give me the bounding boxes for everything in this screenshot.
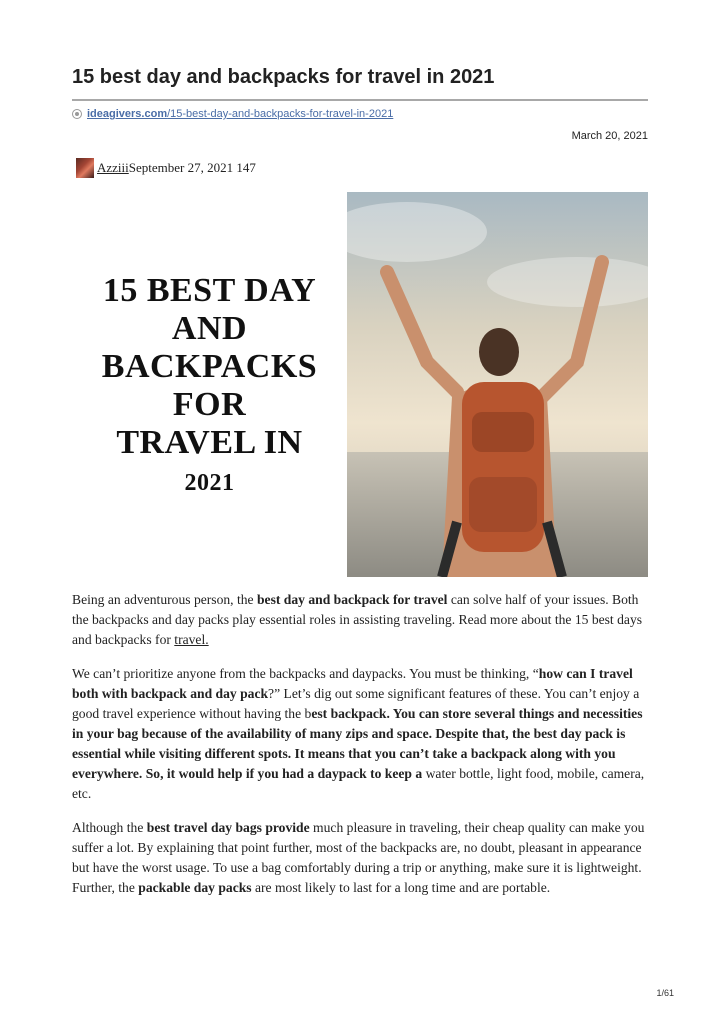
hero-line: 15 BEST DAY: [102, 272, 317, 309]
document-date: March 20, 2021: [571, 130, 648, 142]
hero-line: AND: [171, 310, 248, 347]
page-title: 15 best day and backpacks for travel in 2021: [72, 66, 495, 88]
travel-link[interactable]: travel.: [174, 632, 209, 647]
byline: [76, 158, 256, 178]
hero-line: FOR: [172, 386, 247, 423]
page-number: 1/61: [656, 988, 674, 998]
globe-icon: [72, 109, 82, 119]
hero-headline: [72, 272, 347, 502]
hero-line: TRAVEL IN: [116, 424, 303, 461]
hero-banner: [72, 192, 648, 577]
paragraph: Being an adventurous person, the best day and backpack for travel can solve half of your issues. Both the backpacks and day packs play essential roles in assisting traveling. Read more about the 15 best days and backpacks for travel.: [72, 592, 643, 647]
article-body: [72, 590, 652, 912]
source-url[interactable]: [72, 108, 393, 120]
source-link[interactable]: ideagivers.com/15-best-day-and-backpacks-for-travel-in-2021: [87, 108, 394, 120]
title-divider: [72, 99, 648, 101]
hero-photo: [347, 192, 648, 577]
paragraph: Although the best travel day bags provide much pleasure in traveling, their cheap quality can make you suffer a lot. By explaining that point further, most of the backpacks are, no doubt, pleasant in appearance but have the worst usage. To use a bag comfortably during a trip or anything, make sure it is lightweight. Further, the packable day packs are most likely to last for a long time and are portable.: [72, 820, 645, 895]
hero-line: BACKPACKS: [101, 348, 318, 385]
byline-meta: September 27, 2021 147: [128, 160, 256, 175]
author-link[interactable]: Azziii: [97, 160, 129, 175]
author-avatar: [76, 158, 94, 178]
paragraph: We can’t prioritize anyone from the backpacks and daypacks. You must be thinking, “how can I travel both with backpack and day pack?” Let’s dig out some significant features of these. You can’t enjoy a good travel experience without having the best backpack. You can store several things and necessities in your bag because of the availability of many zips and space. Despite that, the best day pack is essential while visiting different spots. It means that you can’t take a backpack along with you everywhere. So, it would help if you had a daypack to keep a water bottle, light food, mobile, camera, etc.: [72, 666, 645, 801]
traveler-photo: [347, 192, 648, 577]
hero-year: 2021: [184, 470, 235, 496]
